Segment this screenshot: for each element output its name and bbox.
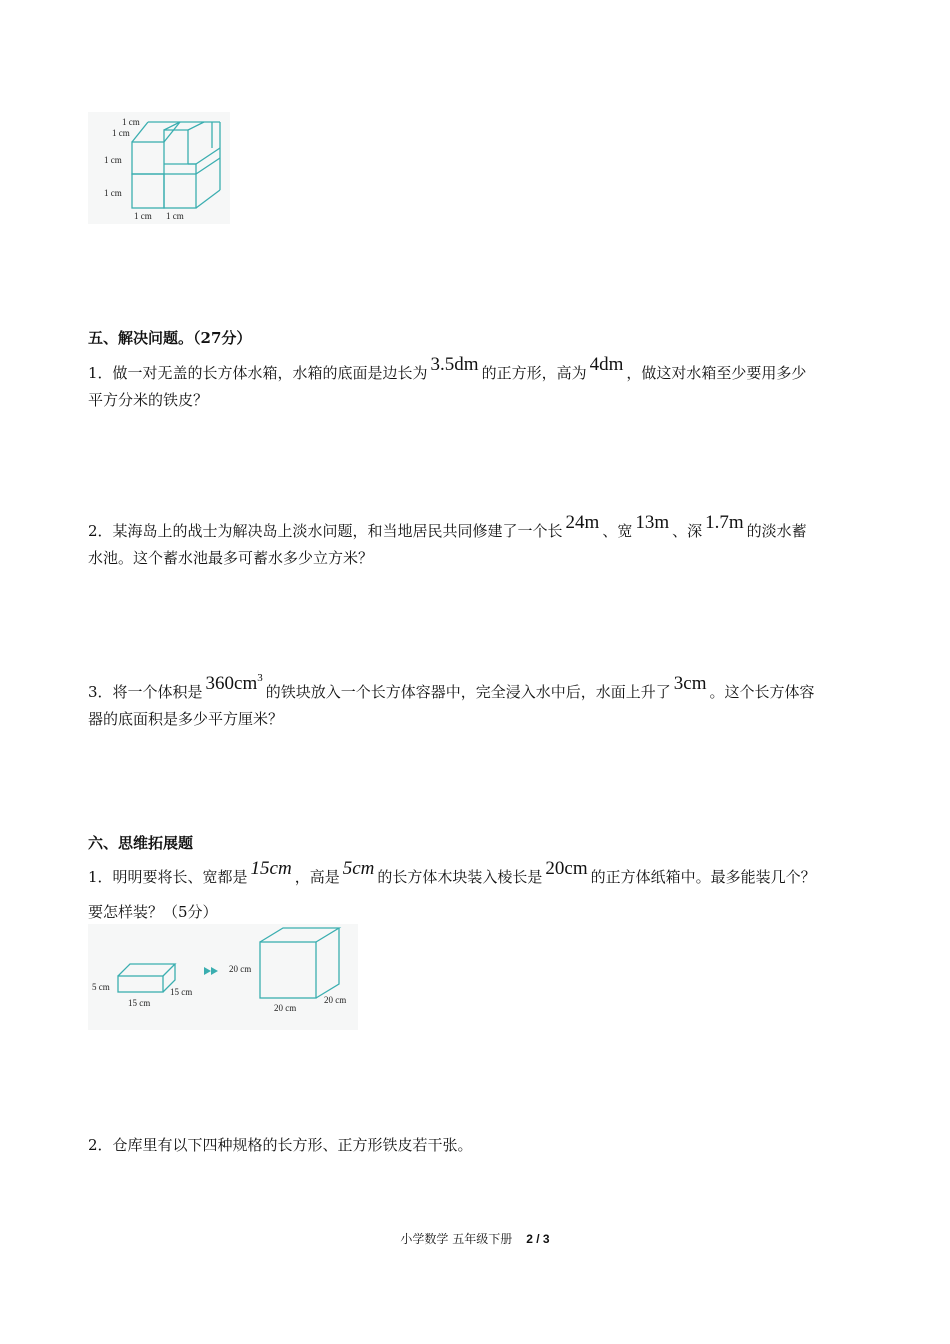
q5-1-text-post: ，做这对水箱至少要用多少 — [626, 364, 807, 382]
cube-label-4: 1 cm — [104, 188, 122, 198]
question-5-1-line-2: 平方分米的铁皮？ — [88, 391, 209, 409]
block-and-box-figure — [88, 924, 358, 1030]
cuboid-label-width: 15 cm — [170, 987, 193, 997]
cube-label-3: 1 cm — [104, 155, 122, 165]
q5-2-text-pre: 2．某海岛上的战士为解决岛上淡水问题，和当地居民共同修建了一个长 — [88, 522, 563, 540]
q5-2-text-post: 的淡水蓄 — [746, 522, 807, 540]
q5-1-text-pre: 1．做一对无盖的长方体水箱，水箱的底面是边长为 — [88, 364, 428, 382]
question-5-1-line-1 — [88, 354, 807, 384]
q5-1-value-side: 3.5dm — [430, 354, 479, 375]
cuboid-front-face — [118, 976, 163, 992]
cube-label-5: 1 cm — [134, 211, 152, 221]
cube-front-bottom-right — [164, 174, 196, 208]
q5-3-value-rise: 3cm — [673, 673, 707, 694]
q6-1-text-pre: 1．明明要将长、宽都是 — [88, 868, 248, 886]
page-footer — [0, 1230, 950, 1247]
question-5-3-line-2: 器的底面积是多少平方厘米？ — [88, 710, 284, 728]
q5-2-text-sep2: 、深 — [672, 522, 703, 540]
q5-2-value-length: 24m — [565, 512, 600, 533]
q5-2-value-depth: 1.7m — [705, 512, 744, 533]
cube-label-1: 1 cm — [122, 117, 140, 127]
q5-3-text-post: 。这个长方体容 — [709, 683, 815, 701]
cube-front-face — [260, 942, 316, 998]
q6-1-value-edge: 20cm — [545, 858, 588, 879]
cube-label-2: 1 cm — [112, 128, 130, 138]
question-5-2-line-2: 水池。这个蓄水池最多可蓄水多少立方米？ — [88, 549, 374, 567]
q5-2-text-sep1: 、宽 — [602, 522, 633, 540]
arrow-icon — [204, 967, 218, 975]
question-6-1-line-2: 要怎样装？（5分） — [88, 903, 218, 921]
cube-front-top — [132, 142, 164, 174]
cuboid-label-length: 15 cm — [128, 998, 151, 1008]
cube-front-bottom-left — [132, 174, 164, 208]
question-5-3-line-1 — [88, 672, 815, 703]
question-6-2-line-1: 2．仓库里有以下四种规格的长方形、正方形铁皮若干张。 — [88, 1136, 473, 1154]
q6-1-text-post: 的正方体纸箱中。最多能装几个？ — [590, 868, 816, 886]
q6-1-value-length: 15cm — [250, 858, 292, 879]
q6-1-value-height: 5cm — [342, 858, 375, 879]
cube-label-height: 20 cm — [229, 964, 252, 974]
q6-1-text-mid: ，高是 — [294, 868, 340, 886]
page-number: 2 / 3 — [526, 1232, 550, 1246]
q5-2-value-width: 13m — [635, 512, 670, 533]
section-5-heading: 五、解决问题。（27分） — [88, 329, 252, 347]
q5-1-value-height: 4dm — [589, 354, 624, 375]
q5-3-text-pre: 3．将一个体积是 — [88, 683, 203, 701]
question-5-2-line-1 — [88, 512, 807, 542]
question-6-1-line-1 — [88, 858, 816, 888]
q5-1-text-mid: 的正方形，高为 — [481, 364, 587, 382]
q5-3-volume-number: 360cm — [205, 673, 258, 694]
q6-1-text-mid2: 的长方体木块装入棱长是 — [377, 868, 543, 886]
section-6-heading: 六、思维拓展题 — [88, 834, 194, 852]
cube-stack-figure — [88, 112, 230, 224]
cuboid-label-height: 5 cm — [92, 982, 110, 992]
footer-label: 小学数学 五年级下册 — [400, 1232, 513, 1246]
q5-3-text-mid: 的铁块放入一个长方体容器中，完全浸入水中后，水面上升了 — [265, 683, 671, 701]
q5-3-value-volume — [206, 673, 263, 694]
cube-label-length: 20 cm — [274, 1003, 297, 1013]
cube-label-width: 20 cm — [324, 995, 347, 1005]
q5-3-volume-exponent: 3 — [257, 672, 263, 684]
cube-label-6: 1 cm — [166, 211, 184, 221]
